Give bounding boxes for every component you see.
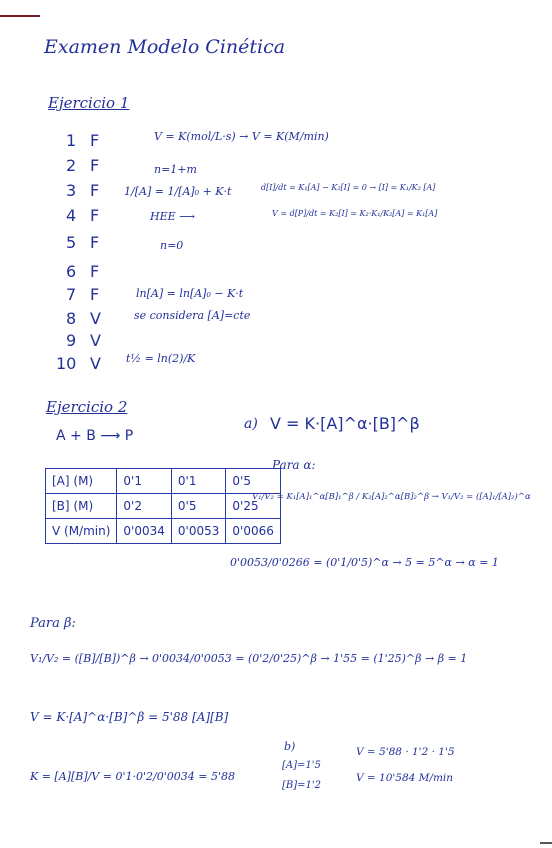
table-cell: 0'1 (117, 469, 171, 494)
ej1-item-number: 2 (66, 156, 77, 175)
ej1-item-answer: F (90, 233, 100, 252)
ej2-ratio-alpha: V₁/V₂ = K₁[A]₁^α[B]₁^β / K₂[A]₂^α[B]₂^β → V₁/V₂ = ([A]₁/[A]₂)^α (252, 492, 531, 502)
ej2-b-v1: V = 5'88 · 1'2 · 1'5 (356, 746, 455, 758)
table-row (46, 469, 281, 494)
table-cell: 0'1 (171, 469, 225, 494)
table-row-label: [A] (M) (46, 469, 117, 494)
ej1-item-answer: V (90, 309, 101, 328)
ej1-item-answer: F (90, 131, 100, 150)
ej2-k-calc: K = [A][B]/V = 0'1·0'2/0'0034 = 5'88 (30, 770, 235, 783)
ej1-item-number: 1 (66, 131, 77, 150)
ej2-data-table (45, 468, 281, 544)
ej2-para-alpha: Para α: (272, 458, 316, 472)
ej1-item-answer: F (90, 181, 100, 200)
page-title: Examen Modelo Cinética (44, 36, 286, 58)
table-row-label: [B] (M) (46, 494, 117, 519)
ej1-note-7: ln[A] = ln[A]₀ − K·t (136, 287, 244, 300)
scan-edge-mark (540, 842, 552, 844)
ej1-item-answer: F (90, 285, 100, 304)
ej2-part-b: b) (284, 740, 296, 753)
ej1-note-2: n=1+m (154, 163, 197, 176)
ej1-item-answer: F (90, 206, 100, 225)
ej2-b-conc-a: [A]=1'5 (282, 760, 321, 771)
ej2-calc-alpha: 0'0053/0'0266 = (0'1/0'5)^α → 5 = 5^α → α = 1 (230, 556, 499, 569)
ej1-item-number: 8 (66, 309, 77, 328)
ej1-note-1: V = K(mol/L·s) → V = K(M/min) (154, 130, 329, 143)
ej1-item-number: 5 (66, 233, 77, 252)
ej2-final-law: V = K·[A]^α·[B]^β = 5'88 [A][B] (30, 710, 229, 724)
ej1-item-answer: F (90, 156, 100, 175)
ej1-note-8: se considera [A]=cte (134, 309, 251, 322)
table-cell: 0'5 (171, 494, 225, 519)
ej1-note-4b: V = d[P]/dt = K₂[I] = K₂·K₁/K₂[A] = K₁[A] (272, 209, 438, 218)
table-cell: 0'0066 (226, 519, 280, 544)
ej1-item-number: 4 (66, 206, 77, 225)
ej2-b-v2: V = 10'584 M/min (356, 772, 454, 784)
table-cell: 0'5 (226, 469, 280, 494)
ej2-b-conc-b: [B]=1'2 (282, 780, 322, 791)
ej1-item-answer: V (90, 331, 101, 350)
ej2-part-a: a) (244, 416, 258, 432)
ej1-note-5: n=0 (160, 239, 184, 252)
ej1-note-4a: HEE ⟶ (150, 210, 195, 223)
ej2-heading: Ejercicio 2 (46, 398, 128, 416)
ej1-item-answer: F (90, 262, 100, 281)
ej1-note-10: t½ = ln(2)/K (126, 352, 196, 365)
ej1-item-answer: V (90, 354, 101, 373)
table-row (46, 519, 281, 544)
ej1-item-number: 6 (66, 262, 77, 281)
table-cell: 0'2 (117, 494, 171, 519)
table-row-label: V (M/min) (46, 519, 117, 544)
table-cell: 0'25 (226, 494, 280, 519)
table-row (46, 494, 281, 519)
ej2-para-beta: Para β: (30, 616, 76, 631)
ej1-item-number: 10 (56, 354, 77, 373)
ej2-reaction: A + B ⟶ P (56, 428, 134, 444)
ej1-item-number: 9 (66, 331, 77, 350)
table-cell: 0'0053 (171, 519, 225, 544)
table-cell: 0'0034 (117, 519, 171, 544)
ej2-calc-beta: V₁/V₂ = ([B]/[B])^β → 0'0034/0'0053 = (0'2/0'25)^β → 1'55 = (1'25)^β → β = 1 (30, 652, 468, 665)
margin-mark (0, 15, 40, 17)
ej1-note-3b: d[I]/dt = K₁[A] − K₂[I] = 0 → [I] = K₁/K₂ [A] (261, 183, 436, 192)
ej1-note-3a: 1/[A] = 1/[A]₀ + K·t (124, 185, 232, 198)
ej2-rate-law: V = K·[A]^α·[B]^β (270, 414, 420, 433)
ej1-item-number: 7 (66, 285, 77, 304)
ej1-item-number: 3 (66, 181, 77, 200)
ej1-heading: Ejercicio 1 (48, 94, 130, 112)
